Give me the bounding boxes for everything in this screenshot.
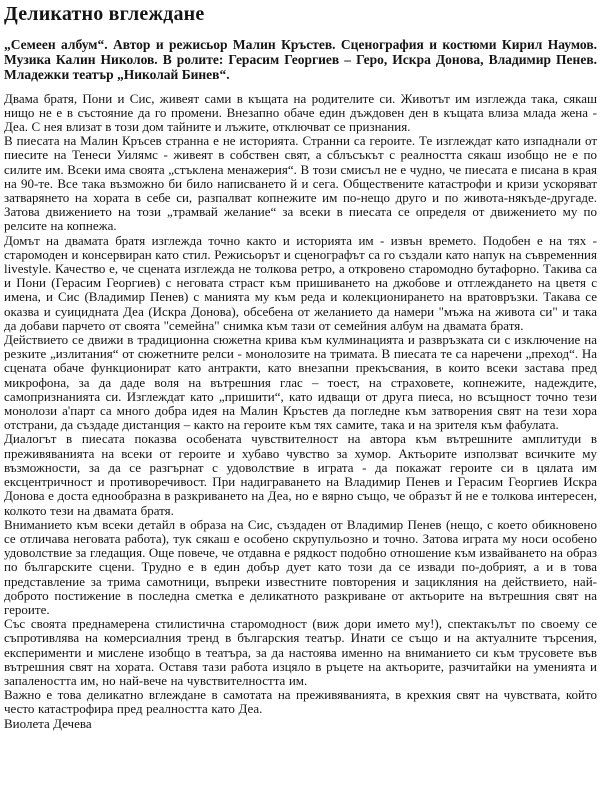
article-paragraph: Важно е това деликатно вглеждане в самотата на преживяванията, в крехкия свят на чувствата, който често катастрофира пред реалността като Деа. xyxy=(4,687,597,717)
article-body xyxy=(4,92,597,717)
article-paragraph: Диалогът в пиесата показва особената чувствителност на автора към вътрешните амплитуди в преживяванията на всеки от героите и хубаво чувство за хумор. Актьорите използват всичките му възможности, за да се разгърнат с удоволствие в играта - да покажат героите си в цялата им ексцентричност и противоречивост. При надиграването на Владимир Пенев и Герасим Георгиев Искра Донова е доста еднообразна в разкриването на Деа, но е вярно също, че образът й не е толкова интересен, колкото тези на двамата братя. xyxy=(4,431,597,518)
article-paragraph: Със своята преднамерена стилистична старомодност (виж дори името му!), спектакълът по своему се съпротивлява на комерсиалния тренд в българския театър. Инати се също и на актуалните търсения, експерименти и мислене изобщо в театъра, за да настоява именно на вниманието си към трусовете във вътрешния свят на хората. Оставя тази работа изцяло в ръцете на актьорите, разчитайки на уменията и запалеността им, но най-вече на чувствителността им. xyxy=(4,616,597,688)
author-byline: Виолета Дечева xyxy=(4,715,92,731)
article-paragraph: Действието се движи в традиционна сюжетна крива към кулминацията и развръзката си с изключение на резките „излитания“ от сюжетните релси - монолозите на тримата. В пиесата те са наречени „преход“. На сцената обаче функционират като антракти, като внезапни прекъсвания, в които всеки застава пред микрофона, за да даде воля на вътрешния глас – тоест, на страховете, копнежите, надеждите, самопризнанията си. Изглеждат като „пришити“, като идващи от друга пиеса, но всъщност точно тези монолози а'парт са много добра идея на Малин Кръстев да погледне към затворения свят на тези хора отстрани, да създаде дистанция – както на героите към тях самите, така и на зрителя към фабулата. xyxy=(4,332,597,433)
article-paragraph: Вниманието към всеки детайл в образа на Сис, създаден от Владимир Пенев (нещо, с което обикновено се отличава неговата работа), тук сякаш е особено скрупульозно и точно. Затова играта му носи особено удоволствие за гледащия. Още повече, че отдавна е рядкост подобно отношение към извайването на образ по българските сцени. Трудно е в един добър дует като този да се извади по-добрият, а и в това представление за трима самотници, въпреки известните повторения и зацикляния на действието, най-доброто постижение в последна сметка е деликатното разкриване от актьорите на вътрешния свят на героите. xyxy=(4,516,597,617)
article-paragraph: В пиесата на Малин Кръсев странна е не историята. Странни са героите. Те изглеждат като изпаднали от пиесите на Тенеси Уилямс - живеят в собствен свят, а сблъсъкът с реалността сякаш изобщо не е по силите им. Всеки има своята „стъклена менажерия“. В този смисъл не е чудно, че пиесата е писана в края на 90-те. Все така възможно би било написването й и сега. Обществените катастрофи и кризи ускоряват затварянето на хората в себе си, разпалват копнежите им по-нещо друго и по живота-някъде-другаде. Затова движението на този „трамвай желание“ за всеки в пиесата се определя от движението му по релсите на копнежа. xyxy=(4,133,597,234)
article-paragraph: Домът на двамата братя изглежда точно както и историята им - извън времето. Подобен е на тях - старомоден и консервиран като стил. Режисьорът и сценографът са го създали като напук на съвременния livestyle. Качество е, че сцената изглежда не толкова ретро, а откровено старомодно бутафорно. Такива са и Пони (Герасим Георгиев) с неговата страст към пришиването на джобове и отглеждането на цветя с имена, и Сис (Владимир Пенев) с манията му към реда и колекционирането на вратовръзки. Такава се оказва и суицидната Деа (Искра Донова), обсебена от желанието да намери "мъжа на живота си" и така да добави парчето от своята "семейна" снимка към тази от семейния албум на двамата братя. xyxy=(4,232,597,333)
article-paragraph: Двама братя, Пони и Сис, живеят сами в къщата на родителите си. Животът им изглежда така, сякаш нищо не е в състояние да го промени. Внезапно обаче един дъждовен ден в къщата влиза млада жена - Деа. С нея влизат в този дом тайните и лъжите, отключват се признания. xyxy=(4,90,597,135)
article-title: Деликатно вглеждане xyxy=(4,3,205,25)
production-credits: „Семеен албум“. Автор и режисьор Малин Кръстев. Сценография и костюми Кирил Наумов. Музика Калин Николов. В ролите: Герасим Георгиев – Геро, Искра Донова, Владимир Пенев. Младежки театър „Николай Бинев“. xyxy=(4,37,597,83)
